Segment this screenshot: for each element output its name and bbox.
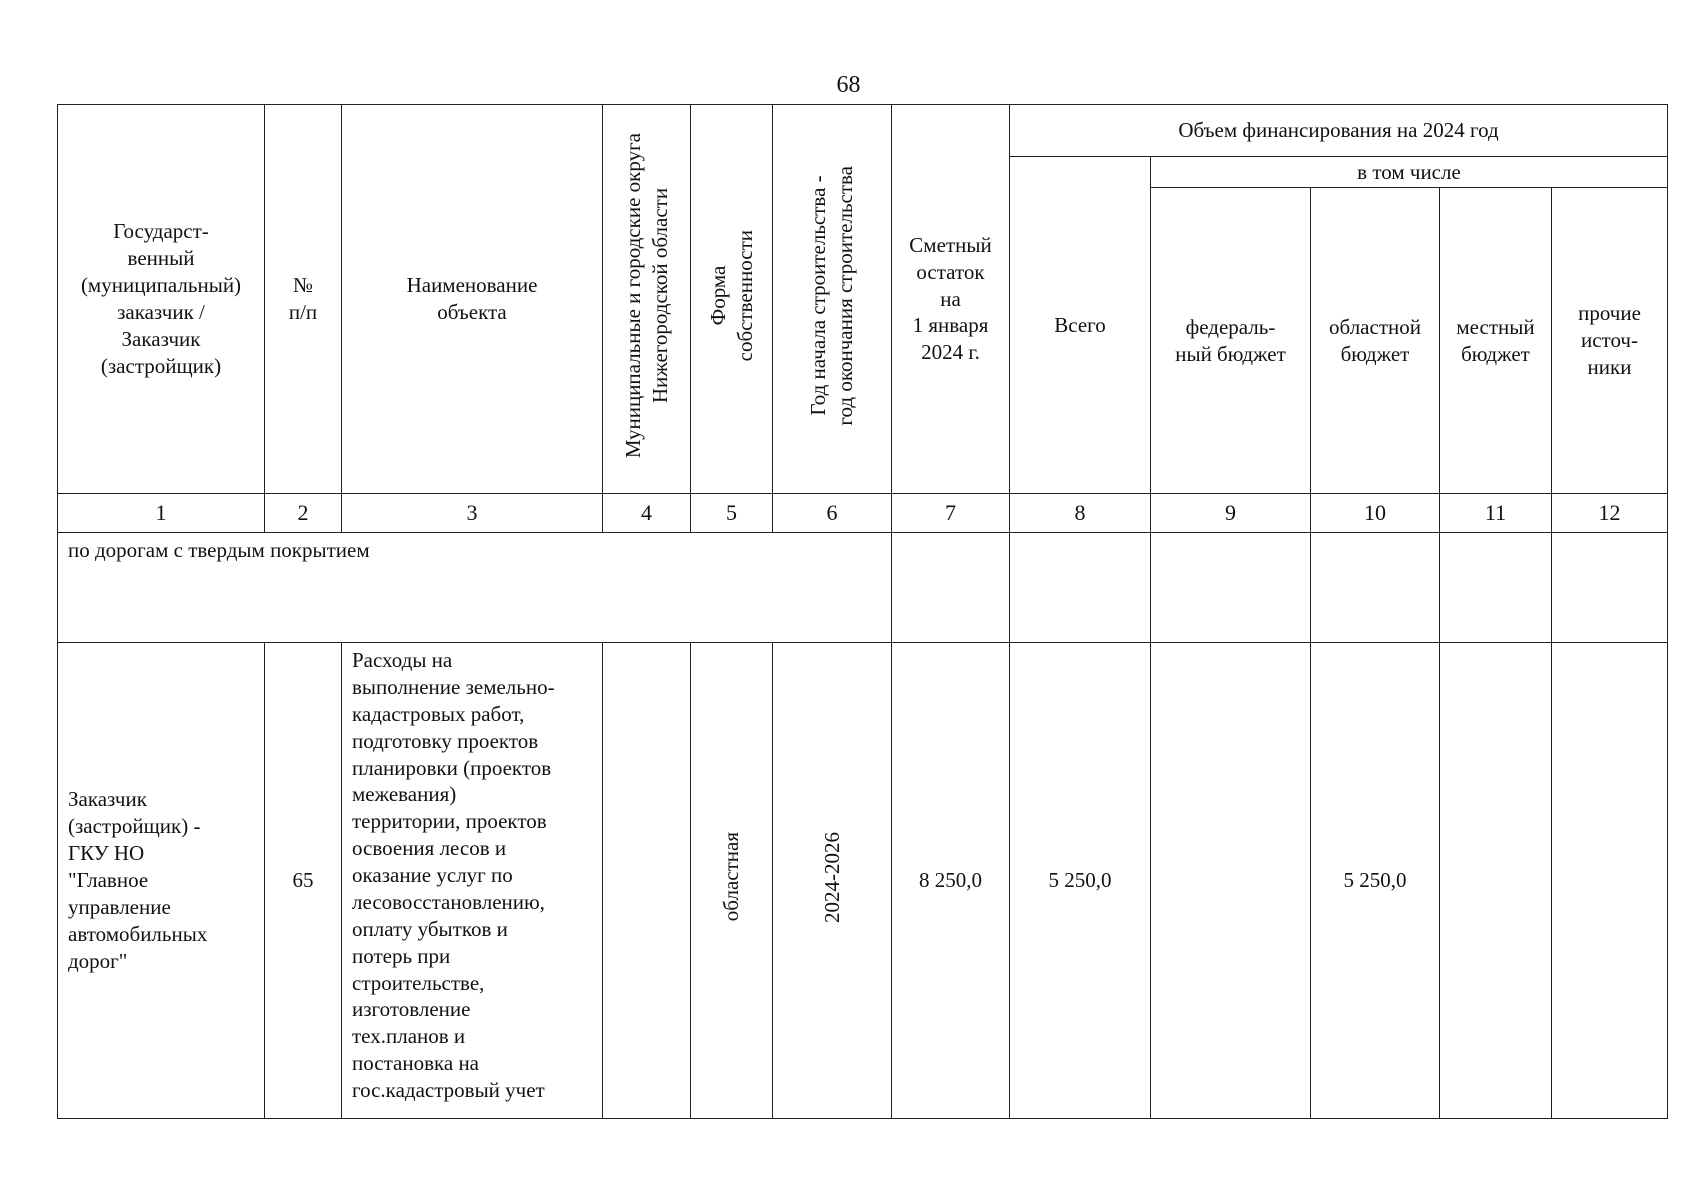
col-number: 5 bbox=[691, 494, 773, 533]
header-customer: Государст- венный (муниципальный) заказчик / Заказчик (застройщик) bbox=[58, 105, 265, 494]
row-other bbox=[1552, 643, 1668, 1119]
header-estimated-balance: Сметный остаток на 1 января 2024 г. bbox=[892, 105, 1010, 494]
col-number: 8 bbox=[1010, 494, 1151, 533]
section-empty-cell bbox=[1311, 533, 1440, 643]
row-years-text: 2024-2026 bbox=[819, 831, 844, 923]
row-years bbox=[773, 643, 892, 1119]
header-ownership-text: Форма собственности bbox=[705, 229, 757, 362]
header-local: местный бюджет bbox=[1440, 188, 1552, 494]
col-number: 10 bbox=[1311, 494, 1440, 533]
header-total: Всего bbox=[1010, 157, 1151, 494]
row-object-name: Расходы на выполнение земельно- кадастровых работ, подготовку проектов планировки (проектов межевания) территории, проектов освоения лесов и оказание услуг по лесовосстановлению, оплату убытков и потерь при строительстве, изготовление тех.планов и постановка на гос.кадастровый учет bbox=[342, 643, 603, 1119]
col-number: 1 bbox=[58, 494, 265, 533]
row-customer: Заказчик (застройщик) - ГКУ НО "Главное управление автомобильных дорог" bbox=[58, 643, 265, 1119]
col-number: 2 bbox=[265, 494, 342, 533]
row-number: 65 bbox=[265, 643, 342, 1119]
col-number: 9 bbox=[1151, 494, 1311, 533]
header-years-text: Год начала строительства - год окончания строительства bbox=[806, 165, 857, 426]
header-including: в том числе bbox=[1151, 157, 1668, 188]
header-number: № п/п bbox=[265, 105, 342, 494]
table-row bbox=[58, 643, 1668, 1119]
header-row-1 bbox=[58, 105, 1668, 157]
header-federal: федераль- ный бюджет bbox=[1151, 188, 1311, 494]
section-row bbox=[58, 533, 1668, 643]
header-other: прочие источ- ники bbox=[1552, 188, 1668, 494]
row-federal bbox=[1151, 643, 1311, 1119]
header-districts bbox=[603, 105, 691, 494]
row-local bbox=[1440, 643, 1552, 1119]
header-object-name bbox=[342, 105, 603, 494]
row-estimated-balance: 8 250,0 bbox=[892, 643, 1010, 1119]
page-number: 68 bbox=[836, 72, 861, 98]
row-regional: 5 250,0 bbox=[1311, 643, 1440, 1119]
header-ownership bbox=[691, 105, 773, 494]
section-empty-cell bbox=[1552, 533, 1668, 643]
section-title: по дорогам с твердым покрытием bbox=[58, 533, 892, 643]
col-number: 3 bbox=[342, 494, 603, 533]
header-regional: областной бюджет bbox=[1311, 188, 1440, 494]
section-empty-cell bbox=[1151, 533, 1311, 643]
section-empty-cell bbox=[1010, 533, 1151, 643]
col-number: 12 bbox=[1552, 494, 1668, 533]
row-ownership bbox=[691, 643, 773, 1119]
row-total: 5 250,0 bbox=[1010, 643, 1151, 1119]
header-districts-text: Муниципальные и городские округа Нижегородской области bbox=[620, 132, 672, 459]
row-district bbox=[603, 643, 691, 1119]
section-empty-cell bbox=[892, 533, 1010, 643]
header-financing-title: Объем финансирования на 2024 год bbox=[1010, 105, 1668, 157]
col-number: 7 bbox=[892, 494, 1010, 533]
col-number: 11 bbox=[1440, 494, 1552, 533]
section-empty-cell bbox=[1440, 533, 1552, 643]
col-number: 4 bbox=[603, 494, 691, 533]
row-ownership-text: областная bbox=[719, 832, 744, 922]
col-number: 6 bbox=[773, 494, 892, 533]
header-years bbox=[773, 105, 892, 494]
column-numbers-row bbox=[58, 494, 1668, 533]
financing-table bbox=[57, 104, 1668, 1119]
header-object-name-text: Наименование объекта bbox=[406, 273, 538, 324]
